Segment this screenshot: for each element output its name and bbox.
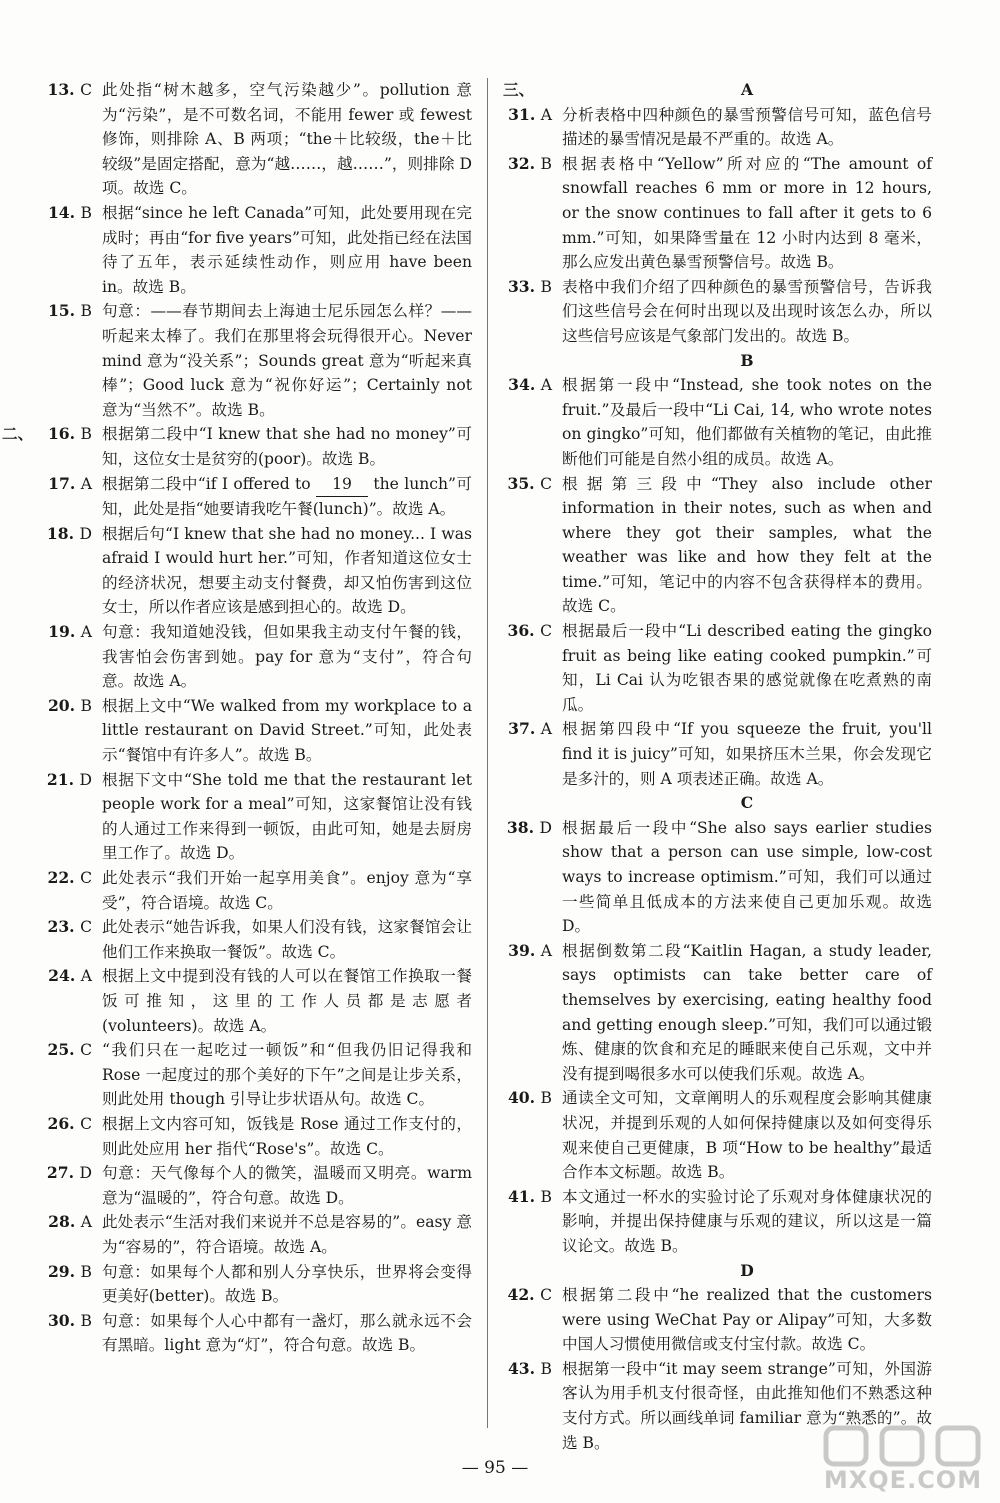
question-number xyxy=(40,1309,92,1334)
column-divider xyxy=(487,78,488,1428)
passage-heading: C xyxy=(740,793,754,813)
question-number xyxy=(500,152,552,177)
answer-item xyxy=(500,275,932,349)
answer-letter: C xyxy=(80,918,92,937)
question-number xyxy=(40,78,92,103)
answer-item xyxy=(40,522,472,620)
answer-letter: D xyxy=(79,524,92,543)
question-number-value: 43. xyxy=(507,1358,536,1378)
answer-letter: D xyxy=(79,770,92,789)
explanation-text: 句意：我知道她没钱，但如果我主动支付午餐的钱，我害怕会伤害到她。pay for 意为“支付”，符合句意。故选 A。 xyxy=(102,623,472,691)
question-number xyxy=(40,620,92,645)
answer-letter: A xyxy=(80,967,92,986)
question-number xyxy=(40,915,92,940)
explanation-text: 根据第四段中“If you squeeze the fruit, you'll find it is juicy”可知，如果挤压木兰果，你会发现它是多汁的，则 A 项表述正确。故选 A。 xyxy=(562,720,932,788)
question-number-value: 13. xyxy=(47,80,75,99)
answer-letter: B xyxy=(540,154,552,173)
question-number-value: 28. xyxy=(48,1212,76,1232)
answer-item xyxy=(40,1161,472,1210)
answer-letter: B xyxy=(540,277,552,296)
answer-item xyxy=(500,1086,932,1184)
question-number-value: 37. xyxy=(508,719,536,739)
question-number-value: 19. xyxy=(48,622,76,642)
answer-letter: A xyxy=(80,623,92,642)
left-column xyxy=(2,78,472,1358)
answer-letter: B xyxy=(80,696,92,715)
answer-letter: C xyxy=(540,622,552,641)
question-number xyxy=(500,472,552,497)
answer-item xyxy=(40,1112,472,1161)
answer-item xyxy=(40,1260,472,1309)
explanation-text: 根据第一段中“it may seem strange”可知，外国游客认为用手机支付很奇怪，由此推知他们不熟悉这种支付方式。所以画线单词 familiar 意为“熟悉的”。故选 B。 xyxy=(562,1359,932,1452)
question-number xyxy=(500,619,552,644)
question-number-value: 36. xyxy=(507,621,535,641)
question-number xyxy=(40,299,92,324)
answer-letter: B xyxy=(80,302,92,321)
explanation-text: 根据最后一段中“Li described eating the gingko fruit as being like eating cooked pumpkin.”可知，Li Cai 认为吃银杏果的感觉就像在吃煮熟的南瓜。 xyxy=(562,622,932,714)
answer-letter: A xyxy=(540,376,552,395)
answer-letter: C xyxy=(540,474,552,493)
watermark-text: MXQE.COM xyxy=(823,1466,983,1494)
answer-item xyxy=(40,299,472,422)
question-number xyxy=(40,422,92,447)
answer-item xyxy=(40,768,472,866)
answer-letter: C xyxy=(80,81,92,99)
question-number xyxy=(40,1038,92,1063)
explanation-text: 分析表格中四种颜色的暴雪预警信号可知，蓝色信号描述的暴雪情况是最不严重的。故选 A。 xyxy=(562,105,932,149)
explanation-text: 根据第一段中“Instead, she took notes on the fruit.”及最后一段中“Li Cai, 14, who wrote notes on gingko”可知，他们都做有关植物的笔记，由此推断他们可能是自然小组的成员。故选 A。 xyxy=(562,376,932,468)
question-number xyxy=(40,1112,92,1137)
answer-letter: C xyxy=(540,1286,552,1305)
question-number xyxy=(40,1161,92,1186)
explanation-text: “我们只在一起吃过一顿饭”和“但我仍旧记得我和 Rose 一起度过的那个美好的下午”之间是让步关系，则此处用 though 引导让步状语从句。故选 C。 xyxy=(102,1041,472,1109)
answer-letter: B xyxy=(540,1359,552,1378)
answer-item xyxy=(500,373,932,471)
question-number-value: 30. xyxy=(47,1310,76,1330)
watermark-logo xyxy=(818,1422,988,1498)
answer-letter: B xyxy=(80,1311,92,1330)
explanation-text: 根据第三段中“They also include other information in their notes, such as when and where they got their samples, what the weather was like and how they felt at the time.”可知，笔记中的内容不包含获得样本的费用。故选 C。 xyxy=(562,474,932,616)
question-number-value: 16. xyxy=(47,424,76,444)
question-number-value: 20. xyxy=(47,695,76,715)
answer-letter: C xyxy=(80,1114,92,1133)
explanation-text: 根据后句“I knew that she had no money... I was afraid I would hurt her.”可知，作者知道这位女士的经济状况，想要主动支付餐费，却又怕伤害到这位女士，所以作者应该是感到担心的。故选 D。 xyxy=(102,524,472,617)
answer-letter: B xyxy=(540,1187,552,1206)
answer-item xyxy=(500,472,932,620)
question-number xyxy=(500,275,552,300)
explanation-text: 句意：天气像每个人的微笑，温暖而又明亮。warm 意为“温暖的”，符合句意。故选 D。 xyxy=(102,1164,472,1207)
question-number xyxy=(40,522,92,547)
question-number-value: 34. xyxy=(508,375,536,395)
question-number xyxy=(500,1185,552,1210)
section-label: 二、 xyxy=(2,424,34,444)
answer-letter: A xyxy=(80,1213,92,1232)
explanation-text: 此处表示“我们开始一起享用美食”。enjoy 意为“享受”，符合语境。故选 C。 xyxy=(102,869,472,912)
answer-item xyxy=(40,472,472,522)
question-number-value: 33. xyxy=(507,276,536,296)
answer-item xyxy=(40,1309,472,1358)
answer-letter: B xyxy=(80,203,92,222)
answer-letter: C xyxy=(80,869,92,887)
answer-item xyxy=(500,1283,932,1357)
answer-letter: A xyxy=(80,474,92,493)
question-number xyxy=(40,866,92,891)
question-number xyxy=(40,768,92,793)
explanation-text: 根据“since he left Canada”可知，此处要用现在完成时；再由“for five years”可知，此处指已经在法国待了五年，表示延续性动作，则应用 have been in。故选 B。 xyxy=(102,203,472,296)
question-number xyxy=(40,1210,92,1235)
answer-letter: A xyxy=(540,941,552,960)
question-number-value: 42. xyxy=(507,1285,535,1305)
explanation-text: 根据上文中提到没有钱的人可以在餐馆工作换取一餐饭可推知，这里的工作人员都是志愿者(volunteers)。故选 A。 xyxy=(102,967,472,1035)
question-number xyxy=(500,939,552,964)
answer-letter: C xyxy=(80,1041,92,1060)
question-number-value: 21. xyxy=(46,769,75,789)
question-number-value: 41. xyxy=(507,1186,536,1206)
passage-heading: B xyxy=(740,350,754,370)
question-number-value: 25. xyxy=(47,1040,75,1060)
answer-letter: B xyxy=(540,1089,552,1108)
question-number xyxy=(40,472,92,497)
explanation-text: 根据上文内容可知，饭钱是 Rose 通过工作支付的，则此处应用 her 指代“Rose's”。故选 C。 xyxy=(102,1114,472,1158)
explanation-text: 此处指“树木越多，空气污染越少”。pollution 意为“污染”，是不可数名词，不能用 fewer 或 fewest 修饰，则排除 A、B 两项；“the＋比较级，the＋比较级”是固定搭配，意为“越……，越……”，则排除 D 项。故选 C。 xyxy=(102,81,472,198)
right-column xyxy=(500,78,932,1455)
answer-item xyxy=(500,717,932,791)
question-number-value: 17. xyxy=(48,473,76,493)
question-number xyxy=(40,201,92,226)
question-number-value: 29. xyxy=(47,1261,76,1281)
answer-item xyxy=(2,422,472,471)
explanation-text: 根据表格中“Yellow”所对应的“The amount of snowfall reaches 6 mm or more in 12 hours, or the snow continues to fall after it gets to 6 mm.”可知，如果降雪量在 12 小时内达到 8 毫米，那么应发出黄色暴雪预警信号。故选 B。 xyxy=(562,154,932,272)
explanation-text: 此处表示“生活对我们来说并不总是容易的”。easy 意为“容易的”，符合语境。故选 A。 xyxy=(102,1213,472,1256)
answer-item xyxy=(40,201,472,299)
question-number-value: 26. xyxy=(47,1113,75,1133)
question-number xyxy=(40,964,92,989)
explanation-text: 根据下文中“She told me that the restaurant let people work for a meal”可知，这家餐馆让没有钱的人通过工作来得到一顿饭，由此可知，她是去厨房里工作了。故选 D。 xyxy=(102,770,472,863)
question-number xyxy=(500,103,552,128)
question-number-value: 14. xyxy=(47,202,76,222)
explanation-text: 根据最后一段中“She also says earlier studies show that a person can use simple, low-cost ways to increase optimism.”可知，我们可以通过一些简单且低成本的方法来使自己更加乐观。故选 D。 xyxy=(562,818,932,936)
answer-item xyxy=(500,816,932,939)
answer-item xyxy=(40,964,472,1038)
question-number-value: 24. xyxy=(48,966,76,986)
question-number xyxy=(40,694,92,719)
answer-letter: B xyxy=(80,1262,92,1281)
answer-item xyxy=(500,103,932,152)
answer-letter: B xyxy=(80,425,92,444)
section-three-label: 三、 xyxy=(503,80,535,99)
answer-item xyxy=(40,1038,472,1112)
explanation-text: 通读全文可知，文章阐明人的乐观程度会影响其健康状况，并提到乐观的人如何保持健康以及如何变得乐观来使自己更健康，B 项“How to be healthy”最适合作本文标题。故选 B。 xyxy=(562,1089,932,1182)
question-number-value: 38. xyxy=(506,817,535,837)
question-number xyxy=(500,373,552,398)
question-number-value: 35. xyxy=(507,473,535,493)
question-number xyxy=(500,1357,552,1382)
answer-item xyxy=(40,915,472,964)
question-number-value: 23. xyxy=(47,917,75,937)
passage-heading: A xyxy=(740,80,754,99)
question-number-value: 39. xyxy=(508,940,536,960)
answer-item xyxy=(500,939,932,1087)
explanation-text: 此处表示“她告诉我，如果人们没有钱，这家餐馆会让他们工作来换取一餐饭”。故选 C。 xyxy=(102,918,472,961)
answer-item xyxy=(40,620,472,694)
question-number xyxy=(500,717,552,742)
question-number xyxy=(500,816,552,841)
explanation-text: 表格中我们介绍了四种颜色的暴雪预警信号，告诉我们这些信号会在何时出现以及出现时该怎么办，所以这些信号应该是气象部门发出的。故选 B。 xyxy=(562,277,932,345)
passage-heading: D xyxy=(740,1260,754,1280)
explanation-text: 本文通过一杯水的实验讨论了乐观对身体健康状况的影响，并提出保持健康与乐观的建议，所以这是一篇议论文。故选 B。 xyxy=(562,1187,932,1255)
question-number xyxy=(500,1086,552,1111)
explanation-text: 句意：如果每个人心中都有一盏灯，那么就永远不会有黑暗。light 意为“灯”，符合句意。故选 B。 xyxy=(102,1311,472,1355)
explanation-text: 根据第二段中“if I offered to xyxy=(102,474,317,493)
answer-item xyxy=(40,866,472,915)
page-number: — 95 — xyxy=(461,1458,529,1478)
question-number-value: 22. xyxy=(47,868,75,887)
answer-letter: A xyxy=(540,105,552,124)
question-number xyxy=(500,1283,552,1308)
explanation-text: 根据第二段中“he realized that the customers were using WeChat Pay or Alipay”可知，大多数中国人习惯使用微信或支付宝付款。故选 C。 xyxy=(562,1286,932,1354)
answer-item xyxy=(40,694,472,768)
explanation-text: 句意：如果每个人都和别人分享快乐，世界将会变得更美好(better)。故选 B。 xyxy=(102,1262,472,1306)
answer-letter: D xyxy=(79,1164,92,1183)
answer-letter: A xyxy=(540,720,552,739)
question-number-value: 32. xyxy=(507,153,536,173)
answer-item xyxy=(40,78,472,201)
answer-item xyxy=(500,1185,932,1259)
question-number-value: 15. xyxy=(47,301,76,321)
question-number-value: 27. xyxy=(46,1163,75,1183)
watermark-stamp-icon xyxy=(818,1422,988,1470)
explanation-text: 根据上文中“We walked from my workplace to a little restaurant on David Street.”可知，此处表示“餐馆中有许多人”。故选 B。 xyxy=(102,696,472,765)
explanation-text: 根据第二段中“I knew that she had no money”可知，这位女士是贫穷的(poor)。故选 B。 xyxy=(102,425,472,468)
question-number-value: 18. xyxy=(46,523,75,543)
explanation-text: 根据倒数第二段“Kaitlin Hagan, a study leader, says optimists can take better care of themselves by exercising, eating healthy food and getting enough sleep.”可知，我们可以通过锻炼、健康的饮食和充足的睡眠来使自己乐观，文中并没有提到喝很多水可以使我们乐观。故选 A。 xyxy=(562,941,932,1083)
question-number xyxy=(40,1260,92,1285)
answer-item xyxy=(500,619,932,717)
explanation-text: 句意：——春节期间去上海迪士尼乐园怎么样？——听起来太棒了。我们在那里将会玩得很开心。Never mind 意为“没关系”；Sounds great 意为“听起来真棒”；Good luck 意为“祝你好运”；Certainly not 意为“当然不”。故选 B。 xyxy=(102,302,472,419)
blank-number: 19 xyxy=(316,472,368,498)
answer-item xyxy=(40,1210,472,1259)
explanation-text: the lunch”可知，此处是指“她要请我吃午餐(lunch)”。故选 A。 xyxy=(102,474,472,519)
question-number-value: 31. xyxy=(508,104,536,124)
question-number-value: 40. xyxy=(507,1088,536,1108)
answer-item xyxy=(500,152,932,275)
answer-letter: D xyxy=(539,818,552,837)
